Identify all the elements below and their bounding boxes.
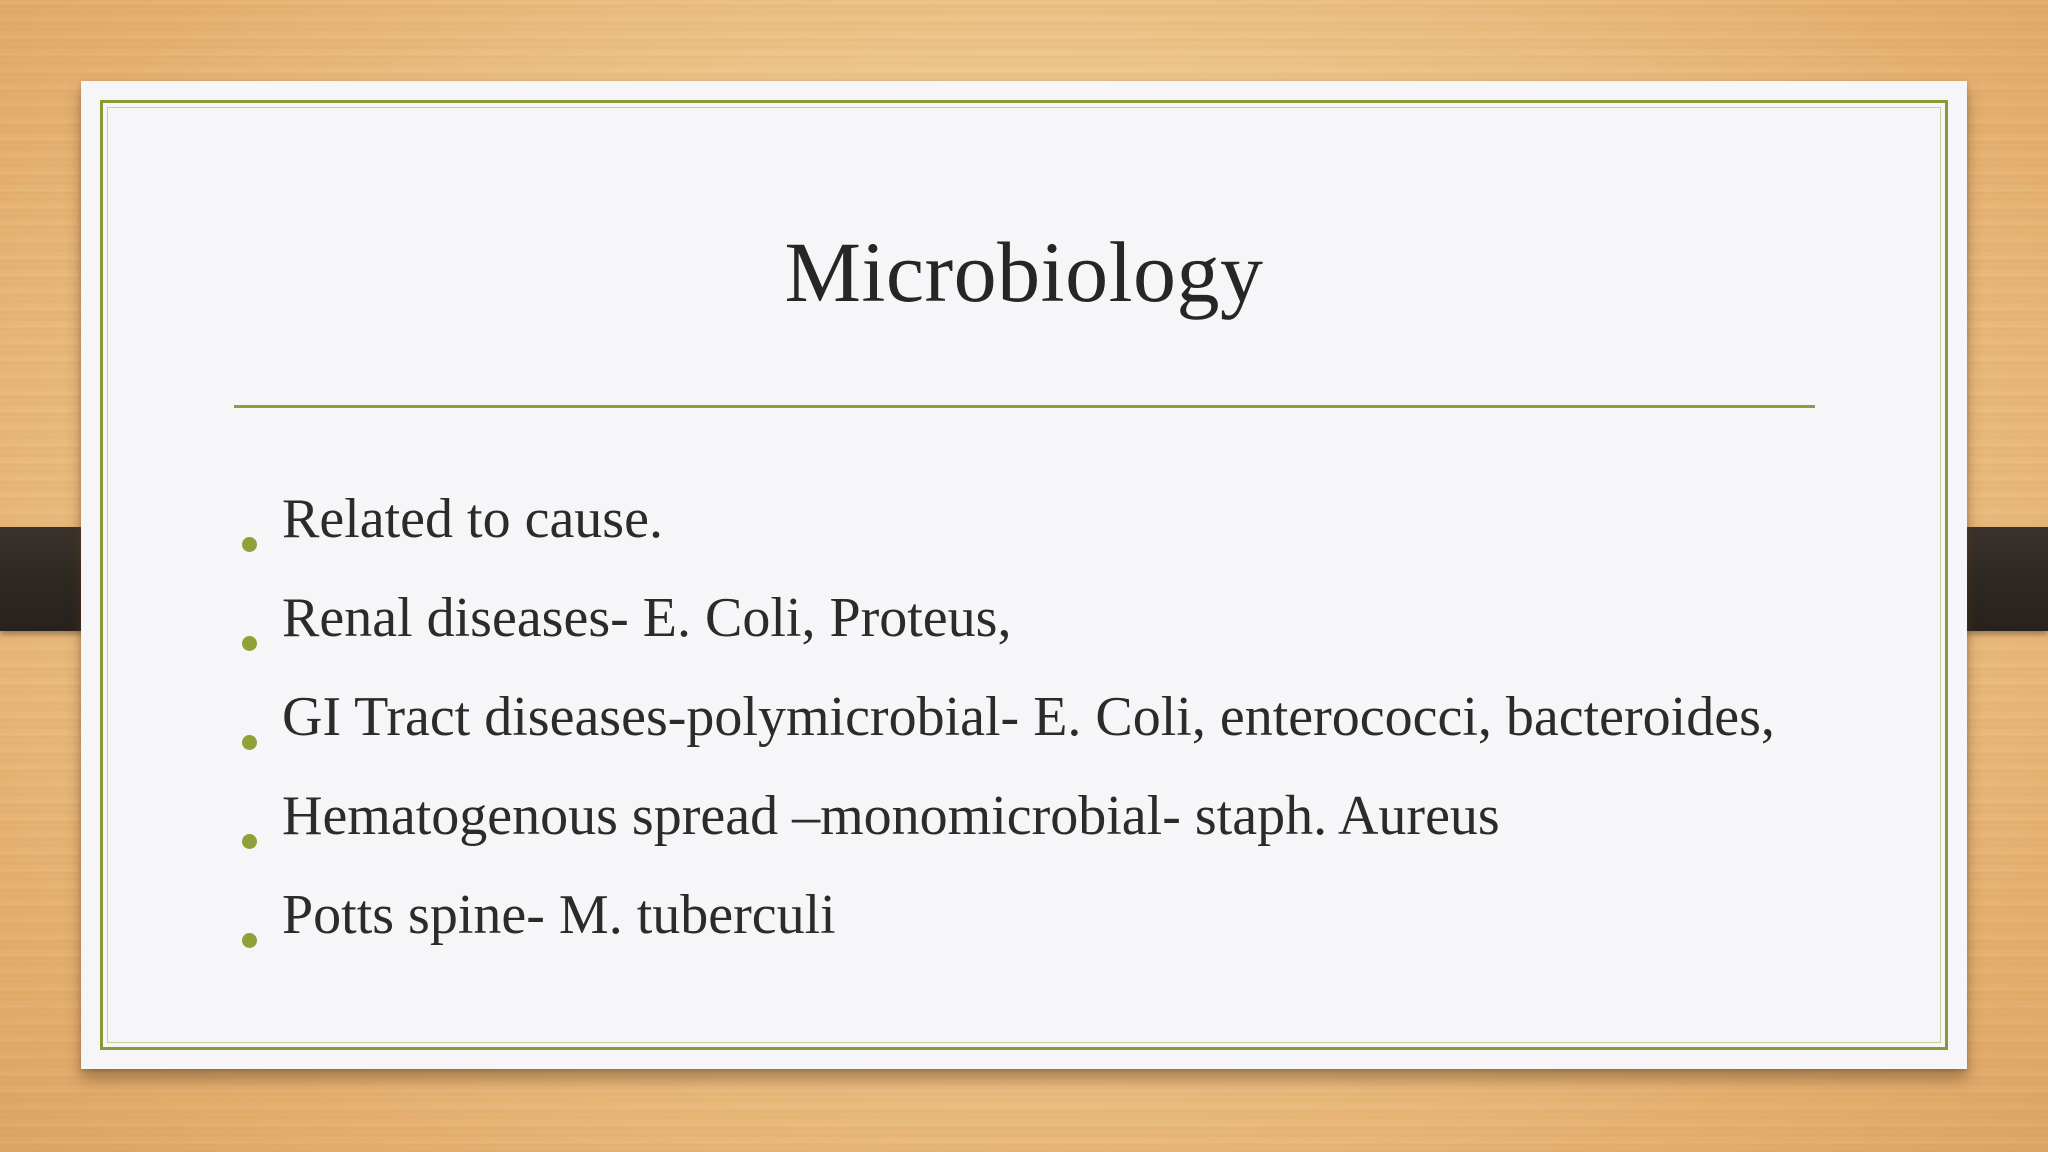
bullet-item — [234, 884, 1775, 1012]
bullet-dot-icon — [242, 834, 257, 849]
bullet-text: GI Tract diseases-polymicrobial- E. Coli, enterococci, bacteroides, — [282, 686, 1775, 748]
bullet-list — [234, 488, 1775, 1012]
bullet-text: Hematogenous spread –monomicrobial- staph. Aureus — [282, 785, 1500, 847]
slide — [81, 81, 1967, 1069]
title-divider — [234, 405, 1815, 408]
bullet-dot-icon — [242, 537, 257, 552]
bullet-dot-icon — [242, 636, 257, 651]
bullet-dot-icon — [242, 735, 257, 750]
bullet-dot-icon — [242, 933, 257, 948]
bullet-text: Renal diseases- E. Coli, Proteus, — [282, 587, 1012, 649]
bullet-text: Potts spine- M. tuberculi — [282, 884, 836, 946]
bullet-text: Related to cause. — [282, 488, 663, 550]
slide-title: Microbiology — [784, 224, 1264, 320]
